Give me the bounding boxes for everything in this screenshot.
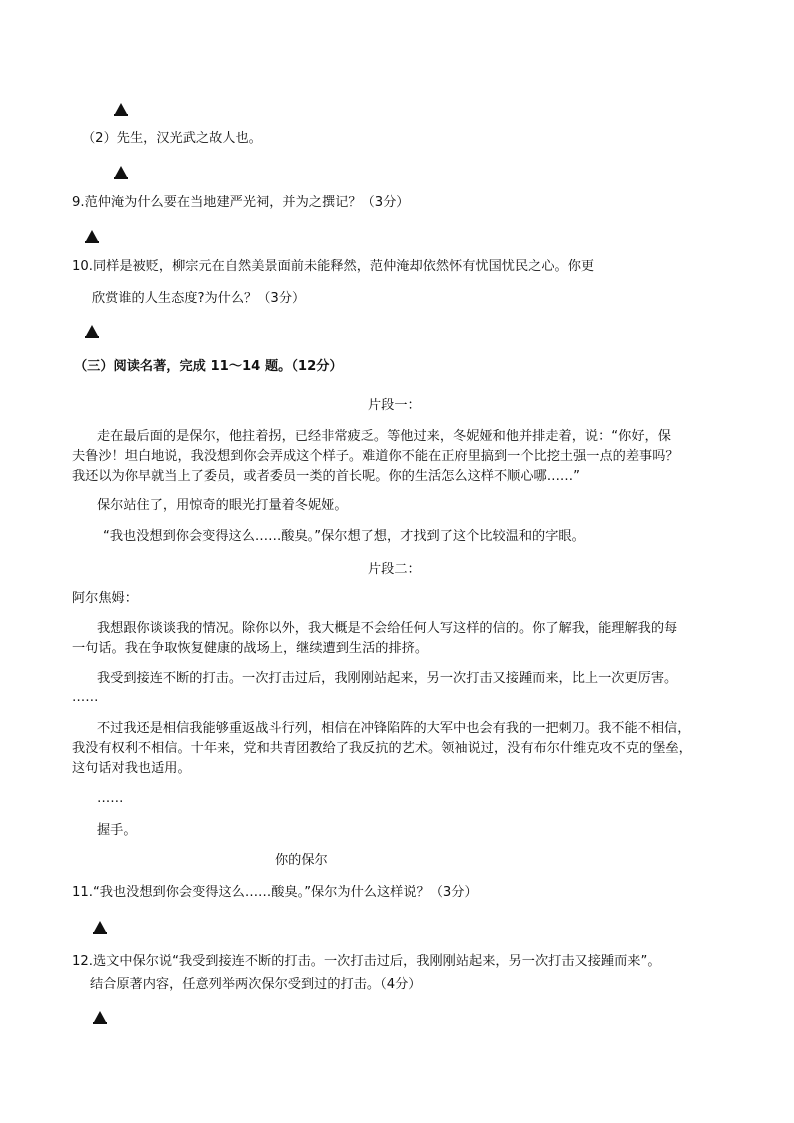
excerpt-2-paragraph-2: 我受到接连不断的打击。一次打击过后，我刚刚站起来，另一次打击又接踵而来，比上一次更厉害。 [97, 671, 678, 686]
excerpt-1-title: 片段一： [368, 398, 421, 413]
excerpt-2-ellipsis-2: …… [97, 791, 124, 806]
excerpt-2-salutation: 阿尔焦姆： [72, 591, 138, 606]
excerpt-2-paragraph-1-line-1: 我想跟你谈谈我的情况。除你以外，我大概是不会给任何人写这样的信的。你了解我，能理解我的每 [97, 621, 678, 636]
answer-marker-icon [115, 166, 127, 177]
answer-marker-icon [86, 325, 98, 336]
question-10-line-1: 10.同样是被贬，柳宗元在自然美景面前未能释然，范仲淹却依然怀有忧国忧民之心。你更 [72, 259, 595, 274]
question-12-line-1: 12.选文中保尔说“我受到接连不断的打击。一次打击过后，我刚刚站起来，另一次打击又接踵而来”。 [72, 954, 661, 969]
excerpt-2-paragraph-1-line-2: 一句话。我在争取恢复健康的战场上，继续遭到生活的排挤。 [72, 641, 429, 656]
answer-marker-icon [86, 230, 98, 241]
excerpt-2-paragraph-3-line-3: 这句话对我也适用。 [72, 761, 191, 776]
question-12-line-2: 结合原著内容，任意列举两次保尔受到过的打击。（4分） [90, 977, 422, 992]
excerpt-1-paragraph-2: 保尔站住了，用惊奇的眼光打量着冬妮娅。 [97, 498, 348, 513]
excerpt-1-paragraph-3: “我也没想到你会变得这么……酸臭。”保尔想了想，才找到了这个比较温和的字眼。 [103, 529, 585, 544]
question-10-line-2: 欣赏谁的人生态度?为什么？（3分） [92, 291, 306, 306]
excerpt-1-paragraph-1-line-3: 我还以为你早就当上了委员，或者委员一类的首长呢。你的生活怎么这样不顺心哪……” [72, 469, 580, 484]
answer-marker-icon [94, 921, 106, 932]
excerpt-1-paragraph-1-line-2: 夫鲁沙！坦白地说，我没想到你会弄成这个样子。难道你不能在正府里搞到一个比挖土强一点的差事吗？ [72, 449, 679, 464]
question-8-part-2: （2）先生，汉光武之故人也。 [82, 131, 262, 146]
excerpt-2-signature: 你的保尔 [275, 853, 328, 868]
excerpt-2-title: 片段二： [368, 562, 421, 577]
question-11: 11.“我也没想到你会变得这么……酸臭。”保尔为什么这样说？（3分） [72, 885, 478, 900]
answer-marker-icon [94, 1011, 106, 1022]
answer-marker-icon [115, 103, 127, 114]
excerpt-1-paragraph-1-line-1: 走在最后面的是保尔，他拄着拐，已经非常疲乏。等他过来，冬妮娅和他并排走着，说：“你好，保 [97, 429, 671, 444]
excerpt-2-ellipsis-1: …… [72, 690, 99, 705]
excerpt-2-paragraph-3-line-1: 不过我还是相信我能够重返战斗行列，相信在冲锋陷阵的大军中也会有我的一把刺刀。我不能不相信， [97, 721, 691, 736]
question-9: 9.范仲淹为什么要在当地建严光祠，并为之撰记？（3分） [72, 195, 410, 210]
excerpt-2-closing: 握手。 [97, 823, 137, 838]
section-3-heading: （三）阅读名著，完成 11～14 题。（12分） [74, 359, 343, 374]
excerpt-2-paragraph-3-line-2: 我没有权利不相信。十年来，党和共青团教给了我反抗的艺术。领袖说过，没有布尔什维克攻不克的堡垒， [72, 741, 692, 756]
